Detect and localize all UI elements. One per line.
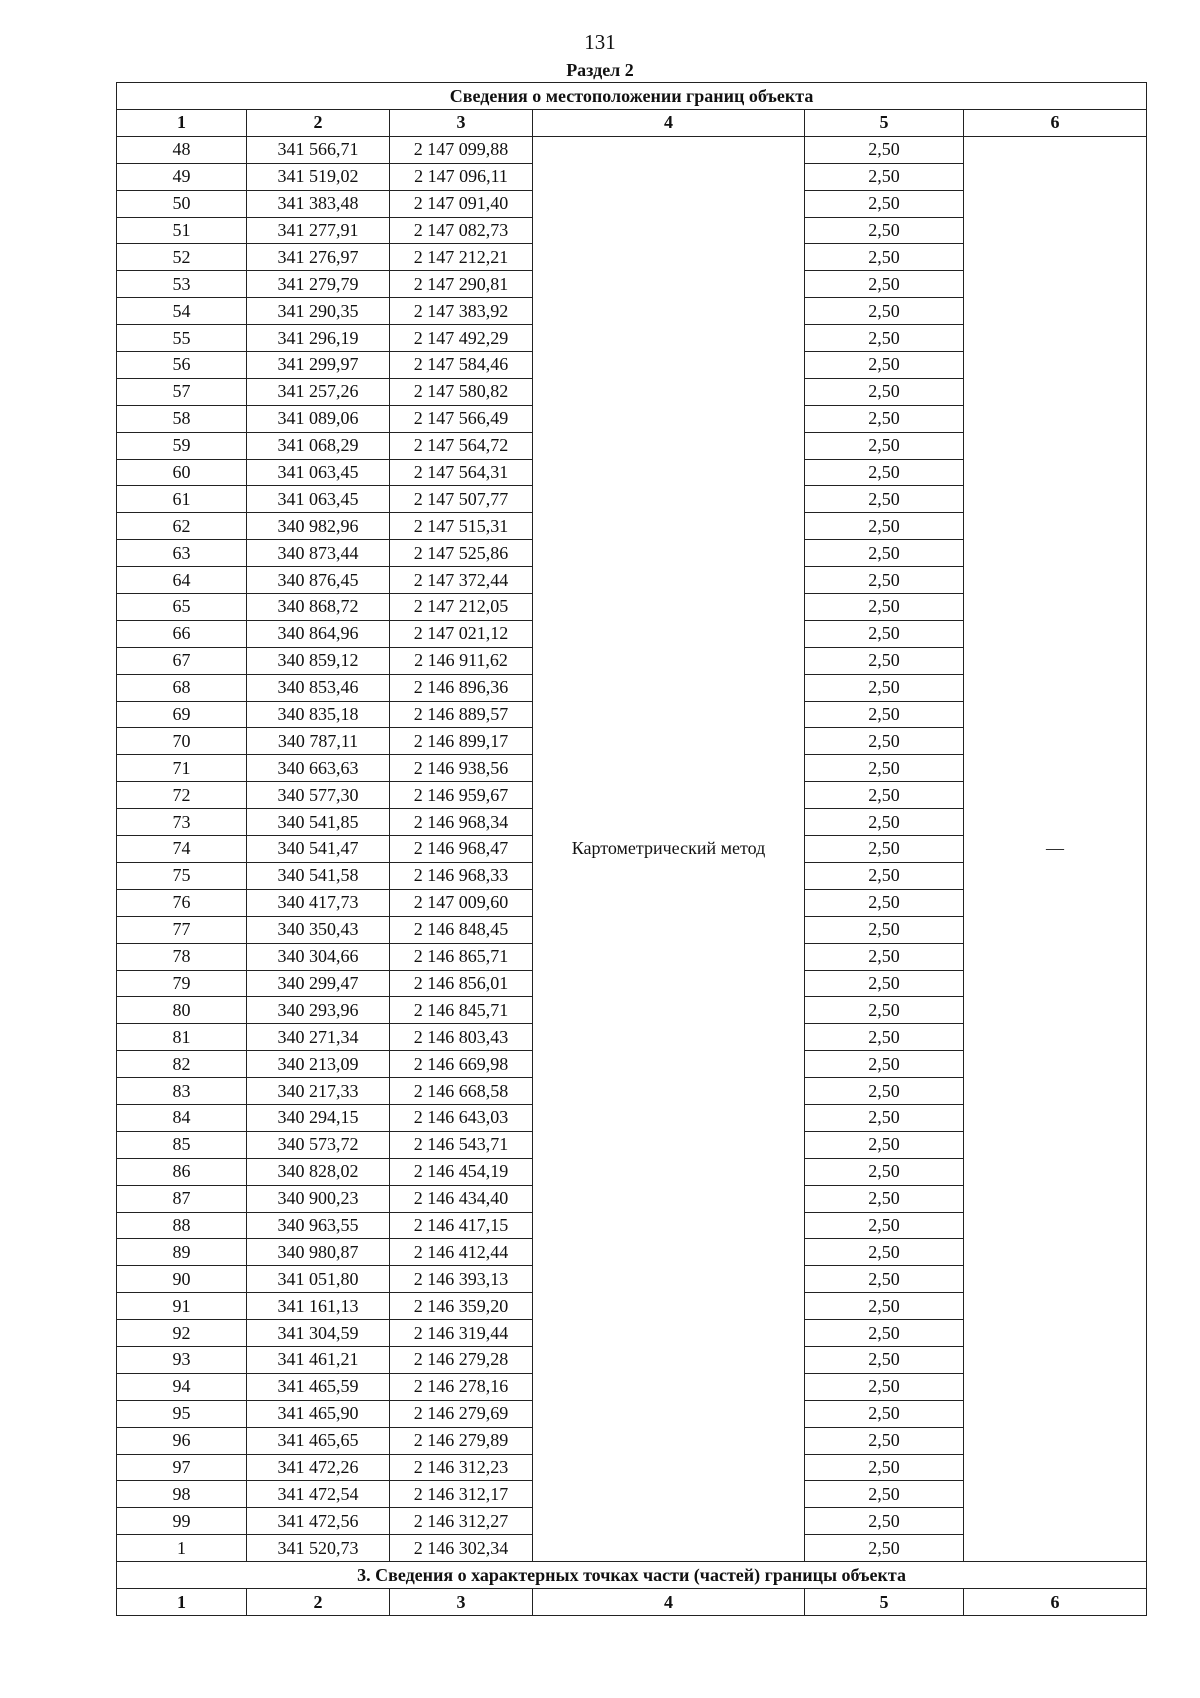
coordinate-x: 341 383,48 [247,190,390,217]
coordinate-x: 341 290,35 [247,298,390,325]
accuracy-value: 2,50 [805,1373,964,1400]
coordinate-x: 341 277,91 [247,217,390,244]
coordinate-y: 2 146 803,43 [390,1024,533,1051]
accuracy-value: 2,50 [805,325,964,352]
point-number: 92 [117,1320,247,1347]
coordinate-y: 2 147 009,60 [390,889,533,916]
coordinate-x: 341 472,54 [247,1481,390,1508]
coordinate-y: 2 146 417,15 [390,1212,533,1239]
coordinate-y: 2 146 543,71 [390,1131,533,1158]
accuracy-value: 2,50 [805,647,964,674]
point-number: 69 [117,701,247,728]
coordinate-x: 340 835,18 [247,701,390,728]
point-number: 74 [117,836,247,863]
column-number: 2 [247,110,390,137]
coordinate-y: 2 147 091,40 [390,190,533,217]
point-number: 73 [117,809,247,836]
accuracy-value: 2,50 [805,136,964,163]
coordinate-y: 2 147 515,31 [390,513,533,540]
coordinate-y: 2 146 896,36 [390,674,533,701]
coordinate-x: 340 876,45 [247,567,390,594]
coordinate-y: 2 147 584,46 [390,352,533,379]
accuracy-value: 2,50 [805,271,964,298]
section3-column-number: 5 [805,1589,964,1616]
accuracy-value: 2,50 [805,755,964,782]
coordinate-x: 341 520,73 [247,1535,390,1562]
accuracy-value: 2,50 [805,1185,964,1212]
coordinate-y: 2 146 312,27 [390,1508,533,1535]
accuracy-value: 2,50 [805,244,964,271]
coordinate-x: 341 465,90 [247,1400,390,1427]
coordinate-x: 340 787,11 [247,728,390,755]
coordinate-y: 2 146 938,56 [390,755,533,782]
accuracy-value: 2,50 [805,728,964,755]
point-number: 75 [117,862,247,889]
point-number: 93 [117,1346,247,1373]
coordinate-y: 2 147 372,44 [390,567,533,594]
accuracy-value: 2,50 [805,217,964,244]
point-number: 65 [117,594,247,621]
accuracy-value: 2,50 [805,432,964,459]
coordinate-x: 340 573,72 [247,1131,390,1158]
point-number: 84 [117,1104,247,1131]
accuracy-value: 2,50 [805,782,964,809]
accuracy-value: 2,50 [805,459,964,486]
accuracy-value: 2,50 [805,567,964,594]
point-number: 76 [117,889,247,916]
column-number: 3 [390,110,533,137]
accuracy-value: 2,50 [805,1051,964,1078]
point-number: 48 [117,136,247,163]
coordinate-y: 2 147 099,88 [390,136,533,163]
coordinate-y: 2 146 856,01 [390,970,533,997]
coordinate-x: 340 663,63 [247,755,390,782]
accuracy-value: 2,50 [805,997,964,1024]
boundary-table [116,82,1147,1616]
point-number: 88 [117,1212,247,1239]
point-number: 56 [117,352,247,379]
accuracy-value: 2,50 [805,836,964,863]
accuracy-value: 2,50 [805,594,964,621]
point-number: 91 [117,1293,247,1320]
section3-column-number: 3 [390,1589,533,1616]
coordinate-y: 2 146 968,33 [390,862,533,889]
point-number: 54 [117,298,247,325]
coordinate-x: 341 465,59 [247,1373,390,1400]
point-number: 95 [117,1400,247,1427]
accuracy-value: 2,50 [805,486,964,513]
point-number: 60 [117,459,247,486]
point-number: 97 [117,1454,247,1481]
coordinate-y: 2 147 021,12 [390,620,533,647]
coordinate-y: 2 147 564,31 [390,459,533,486]
coordinate-y: 2 147 580,82 [390,378,533,405]
point-number: 63 [117,540,247,567]
point-number: 59 [117,432,247,459]
point-number: 87 [117,1185,247,1212]
coordinate-y: 2 147 492,29 [390,325,533,352]
accuracy-value: 2,50 [805,1266,964,1293]
section3-title: 3. Сведения о характерных точках части (частей) границы объекта [117,1562,1147,1589]
point-number: 51 [117,217,247,244]
coordinate-y: 2 146 845,71 [390,997,533,1024]
coordinate-y: 2 146 279,28 [390,1346,533,1373]
coordinate-x: 340 271,34 [247,1024,390,1051]
accuracy-value: 2,50 [805,809,964,836]
accuracy-value: 2,50 [805,862,964,889]
coordinate-y: 2 146 968,47 [390,836,533,863]
section3-column-number: 1 [117,1589,247,1616]
section3-column-number: 6 [964,1589,1147,1616]
coordinate-y: 2 146 302,34 [390,1535,533,1562]
accuracy-value: 2,50 [805,378,964,405]
coordinate-x: 340 541,85 [247,809,390,836]
coordinate-x: 340 982,96 [247,513,390,540]
coordinate-x: 341 519,02 [247,163,390,190]
accuracy-value: 2,50 [805,513,964,540]
coordinate-x: 341 161,13 [247,1293,390,1320]
point-number: 98 [117,1481,247,1508]
point-number: 67 [117,647,247,674]
section-title: Раздел 2 [566,60,634,80]
accuracy-value: 2,50 [805,970,964,997]
accuracy-value: 2,50 [805,405,964,432]
point-number: 66 [117,620,247,647]
point-number: 77 [117,916,247,943]
coordinate-y: 2 146 968,34 [390,809,533,836]
point-number: 96 [117,1427,247,1454]
accuracy-value: 2,50 [805,1320,964,1347]
coordinate-y: 2 146 865,71 [390,943,533,970]
column-number: 6 [964,110,1147,137]
point-number: 90 [117,1266,247,1293]
point-number: 99 [117,1508,247,1535]
point-number: 1 [117,1535,247,1562]
point-number: 57 [117,378,247,405]
coordinate-x: 341 063,45 [247,486,390,513]
accuracy-value: 2,50 [805,1293,964,1320]
coordinate-x: 340 213,09 [247,1051,390,1078]
accuracy-value: 2,50 [805,1158,964,1185]
table-title-row [117,83,1147,110]
point-number: 86 [117,1158,247,1185]
coordinate-y: 2 147 082,73 [390,217,533,244]
accuracy-value: 2,50 [805,298,964,325]
point-number: 89 [117,1239,247,1266]
accuracy-value: 2,50 [805,1212,964,1239]
coordinate-y: 2 147 507,77 [390,486,533,513]
coordinate-x: 340 541,47 [247,836,390,863]
table-title: Сведения о местоположении границ объекта [117,83,1147,110]
section3-column-number: 2 [247,1589,390,1616]
coordinate-x: 341 051,80 [247,1266,390,1293]
accuracy-value: 2,50 [805,620,964,647]
accuracy-value: 2,50 [805,1104,964,1131]
coordinate-y: 2 146 312,17 [390,1481,533,1508]
coordinate-y: 2 146 911,62 [390,647,533,674]
method-cell: Картометрический метод [533,136,805,1561]
coordinate-y: 2 146 359,20 [390,1293,533,1320]
accuracy-value: 2,50 [805,1346,964,1373]
accuracy-value: 2,50 [805,1400,964,1427]
section3-column-number-row [117,1589,1147,1616]
coordinate-y: 2 146 959,67 [390,782,533,809]
accuracy-value: 2,50 [805,1454,964,1481]
coordinate-x: 341 465,65 [247,1427,390,1454]
coordinate-y: 2 147 212,21 [390,244,533,271]
coordinate-y: 2 146 848,45 [390,916,533,943]
point-number: 81 [117,1024,247,1051]
coordinate-y: 2 147 212,05 [390,594,533,621]
coordinate-y: 2 146 279,89 [390,1427,533,1454]
coordinate-y: 2 146 668,58 [390,1078,533,1105]
coordinate-x: 341 304,59 [247,1320,390,1347]
point-number: 72 [117,782,247,809]
coordinate-x: 341 068,29 [247,432,390,459]
point-number: 61 [117,486,247,513]
coordinate-y: 2 147 383,92 [390,298,533,325]
accuracy-value: 2,50 [805,1239,964,1266]
coordinate-y: 2 146 279,69 [390,1400,533,1427]
accuracy-value: 2,50 [805,1078,964,1105]
point-number: 70 [117,728,247,755]
coordinate-x: 341 276,97 [247,244,390,271]
column-number: 1 [117,110,247,137]
coordinate-y: 2 147 290,81 [390,271,533,298]
coordinate-x: 340 864,96 [247,620,390,647]
accuracy-value: 2,50 [805,1131,964,1158]
point-number: 82 [117,1051,247,1078]
coordinate-y: 2 146 434,40 [390,1185,533,1212]
point-number: 85 [117,1131,247,1158]
point-number: 71 [117,755,247,782]
coordinate-x: 341 472,26 [247,1454,390,1481]
coordinate-x: 340 577,30 [247,782,390,809]
coordinate-y: 2 146 889,57 [390,701,533,728]
coordinate-x: 341 461,21 [247,1346,390,1373]
accuracy-value: 2,50 [805,701,964,728]
coordinate-x: 340 217,33 [247,1078,390,1105]
point-number: 94 [117,1373,247,1400]
accuracy-value: 2,50 [805,540,964,567]
table-row [117,136,1147,163]
point-number: 80 [117,997,247,1024]
accuracy-value: 2,50 [805,916,964,943]
coordinate-x: 340 980,87 [247,1239,390,1266]
point-number: 52 [117,244,247,271]
coordinate-x: 340 417,73 [247,889,390,916]
column-number-row [117,110,1147,137]
coordinate-y: 2 146 669,98 [390,1051,533,1078]
coordinate-x: 340 900,23 [247,1185,390,1212]
point-number: 83 [117,1078,247,1105]
point-number: 79 [117,970,247,997]
page-number: 131 [584,30,616,54]
coordinate-x: 340 873,44 [247,540,390,567]
coordinate-y: 2 146 412,44 [390,1239,533,1266]
coordinate-y: 2 146 899,17 [390,728,533,755]
coordinate-y: 2 146 643,03 [390,1104,533,1131]
point-number: 62 [117,513,247,540]
accuracy-value: 2,50 [805,1024,964,1051]
coordinate-y: 2 146 393,13 [390,1266,533,1293]
coordinate-x: 341 279,79 [247,271,390,298]
coordinate-y: 2 146 312,23 [390,1454,533,1481]
coordinate-x: 341 566,71 [247,136,390,163]
accuracy-value: 2,50 [805,674,964,701]
accuracy-value: 2,50 [805,1535,964,1562]
point-number: 50 [117,190,247,217]
coordinate-x: 340 828,02 [247,1158,390,1185]
accuracy-value: 2,50 [805,1481,964,1508]
coordinate-y: 2 146 319,44 [390,1320,533,1347]
coordinate-x: 341 089,06 [247,405,390,432]
coordinate-y: 2 147 096,11 [390,163,533,190]
coordinate-x: 340 350,43 [247,916,390,943]
coordinate-y: 2 147 566,49 [390,405,533,432]
column-number: 4 [533,110,805,137]
coordinate-x: 340 541,58 [247,862,390,889]
accuracy-value: 2,50 [805,1427,964,1454]
accuracy-value: 2,50 [805,190,964,217]
point-number: 49 [117,163,247,190]
coordinate-x: 341 296,19 [247,325,390,352]
coordinate-x: 340 853,46 [247,674,390,701]
coordinate-y: 2 147 525,86 [390,540,533,567]
accuracy-value: 2,50 [805,163,964,190]
coordinate-x: 341 257,26 [247,378,390,405]
coordinate-x: 340 304,66 [247,943,390,970]
accuracy-value: 2,50 [805,943,964,970]
column-number: 5 [805,110,964,137]
coordinate-x: 341 299,97 [247,352,390,379]
coordinate-x: 340 859,12 [247,647,390,674]
section3-column-number: 4 [533,1589,805,1616]
coordinate-x: 340 963,55 [247,1212,390,1239]
coordinate-y: 2 146 278,16 [390,1373,533,1400]
point-number: 78 [117,943,247,970]
coordinate-y: 2 146 454,19 [390,1158,533,1185]
column-6-value: — [964,136,1147,1561]
section3-title-row [117,1562,1147,1589]
point-number: 55 [117,325,247,352]
coordinate-x: 340 299,47 [247,970,390,997]
coordinate-x: 341 472,56 [247,1508,390,1535]
accuracy-value: 2,50 [805,1508,964,1535]
coordinate-x: 340 294,15 [247,1104,390,1131]
accuracy-value: 2,50 [805,352,964,379]
point-number: 64 [117,567,247,594]
coordinate-x: 340 868,72 [247,594,390,621]
coordinate-y: 2 147 564,72 [390,432,533,459]
point-number: 58 [117,405,247,432]
coordinate-x: 341 063,45 [247,459,390,486]
point-number: 68 [117,674,247,701]
accuracy-value: 2,50 [805,889,964,916]
coordinate-x: 340 293,96 [247,997,390,1024]
point-number: 53 [117,271,247,298]
